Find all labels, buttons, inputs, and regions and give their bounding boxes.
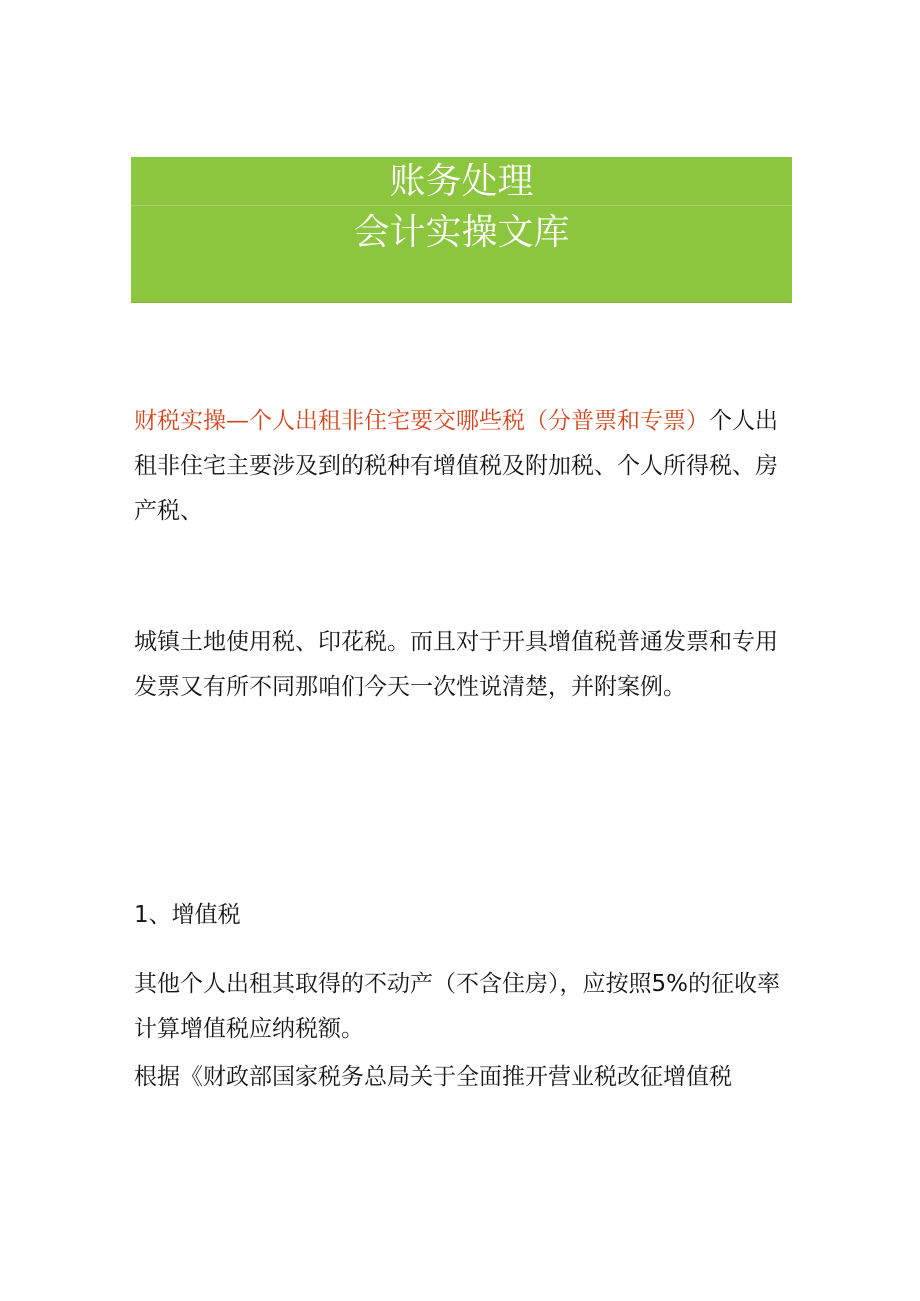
banner-title-line2: 会计实操文库 <box>353 212 570 253</box>
article-lead-title: 财税实操—个人出租非住宅要交哪些税（分普票和专票） <box>134 408 709 434</box>
banner-divider <box>131 205 792 206</box>
vat-basis-paragraph: 根据《财政部国家税务总局关于全面推开营业税改征增值税 <box>134 1064 732 1090</box>
intro-text: 个人出租非住宅主要涉及到的税种有增值税及附加税、个人所得税、房产税、 <box>134 408 778 524</box>
title-banner <box>131 157 792 303</box>
banner-title-line1: 账务处理 <box>389 161 534 202</box>
intro-paragraph <box>134 399 794 534</box>
vat-paragraph: 其他个人出租其取得的不动产（不含住房），应按照5%的征收率计算增值税应纳税额。 <box>134 971 780 1042</box>
second-paragraph: 城镇土地使用税、印花税。而且对于开具增值税普通发票和专用发票又有所不同那咱们今天一次性说清楚，并附案例。 <box>134 629 778 700</box>
section-heading-vat: 1、增值税 <box>134 902 241 928</box>
